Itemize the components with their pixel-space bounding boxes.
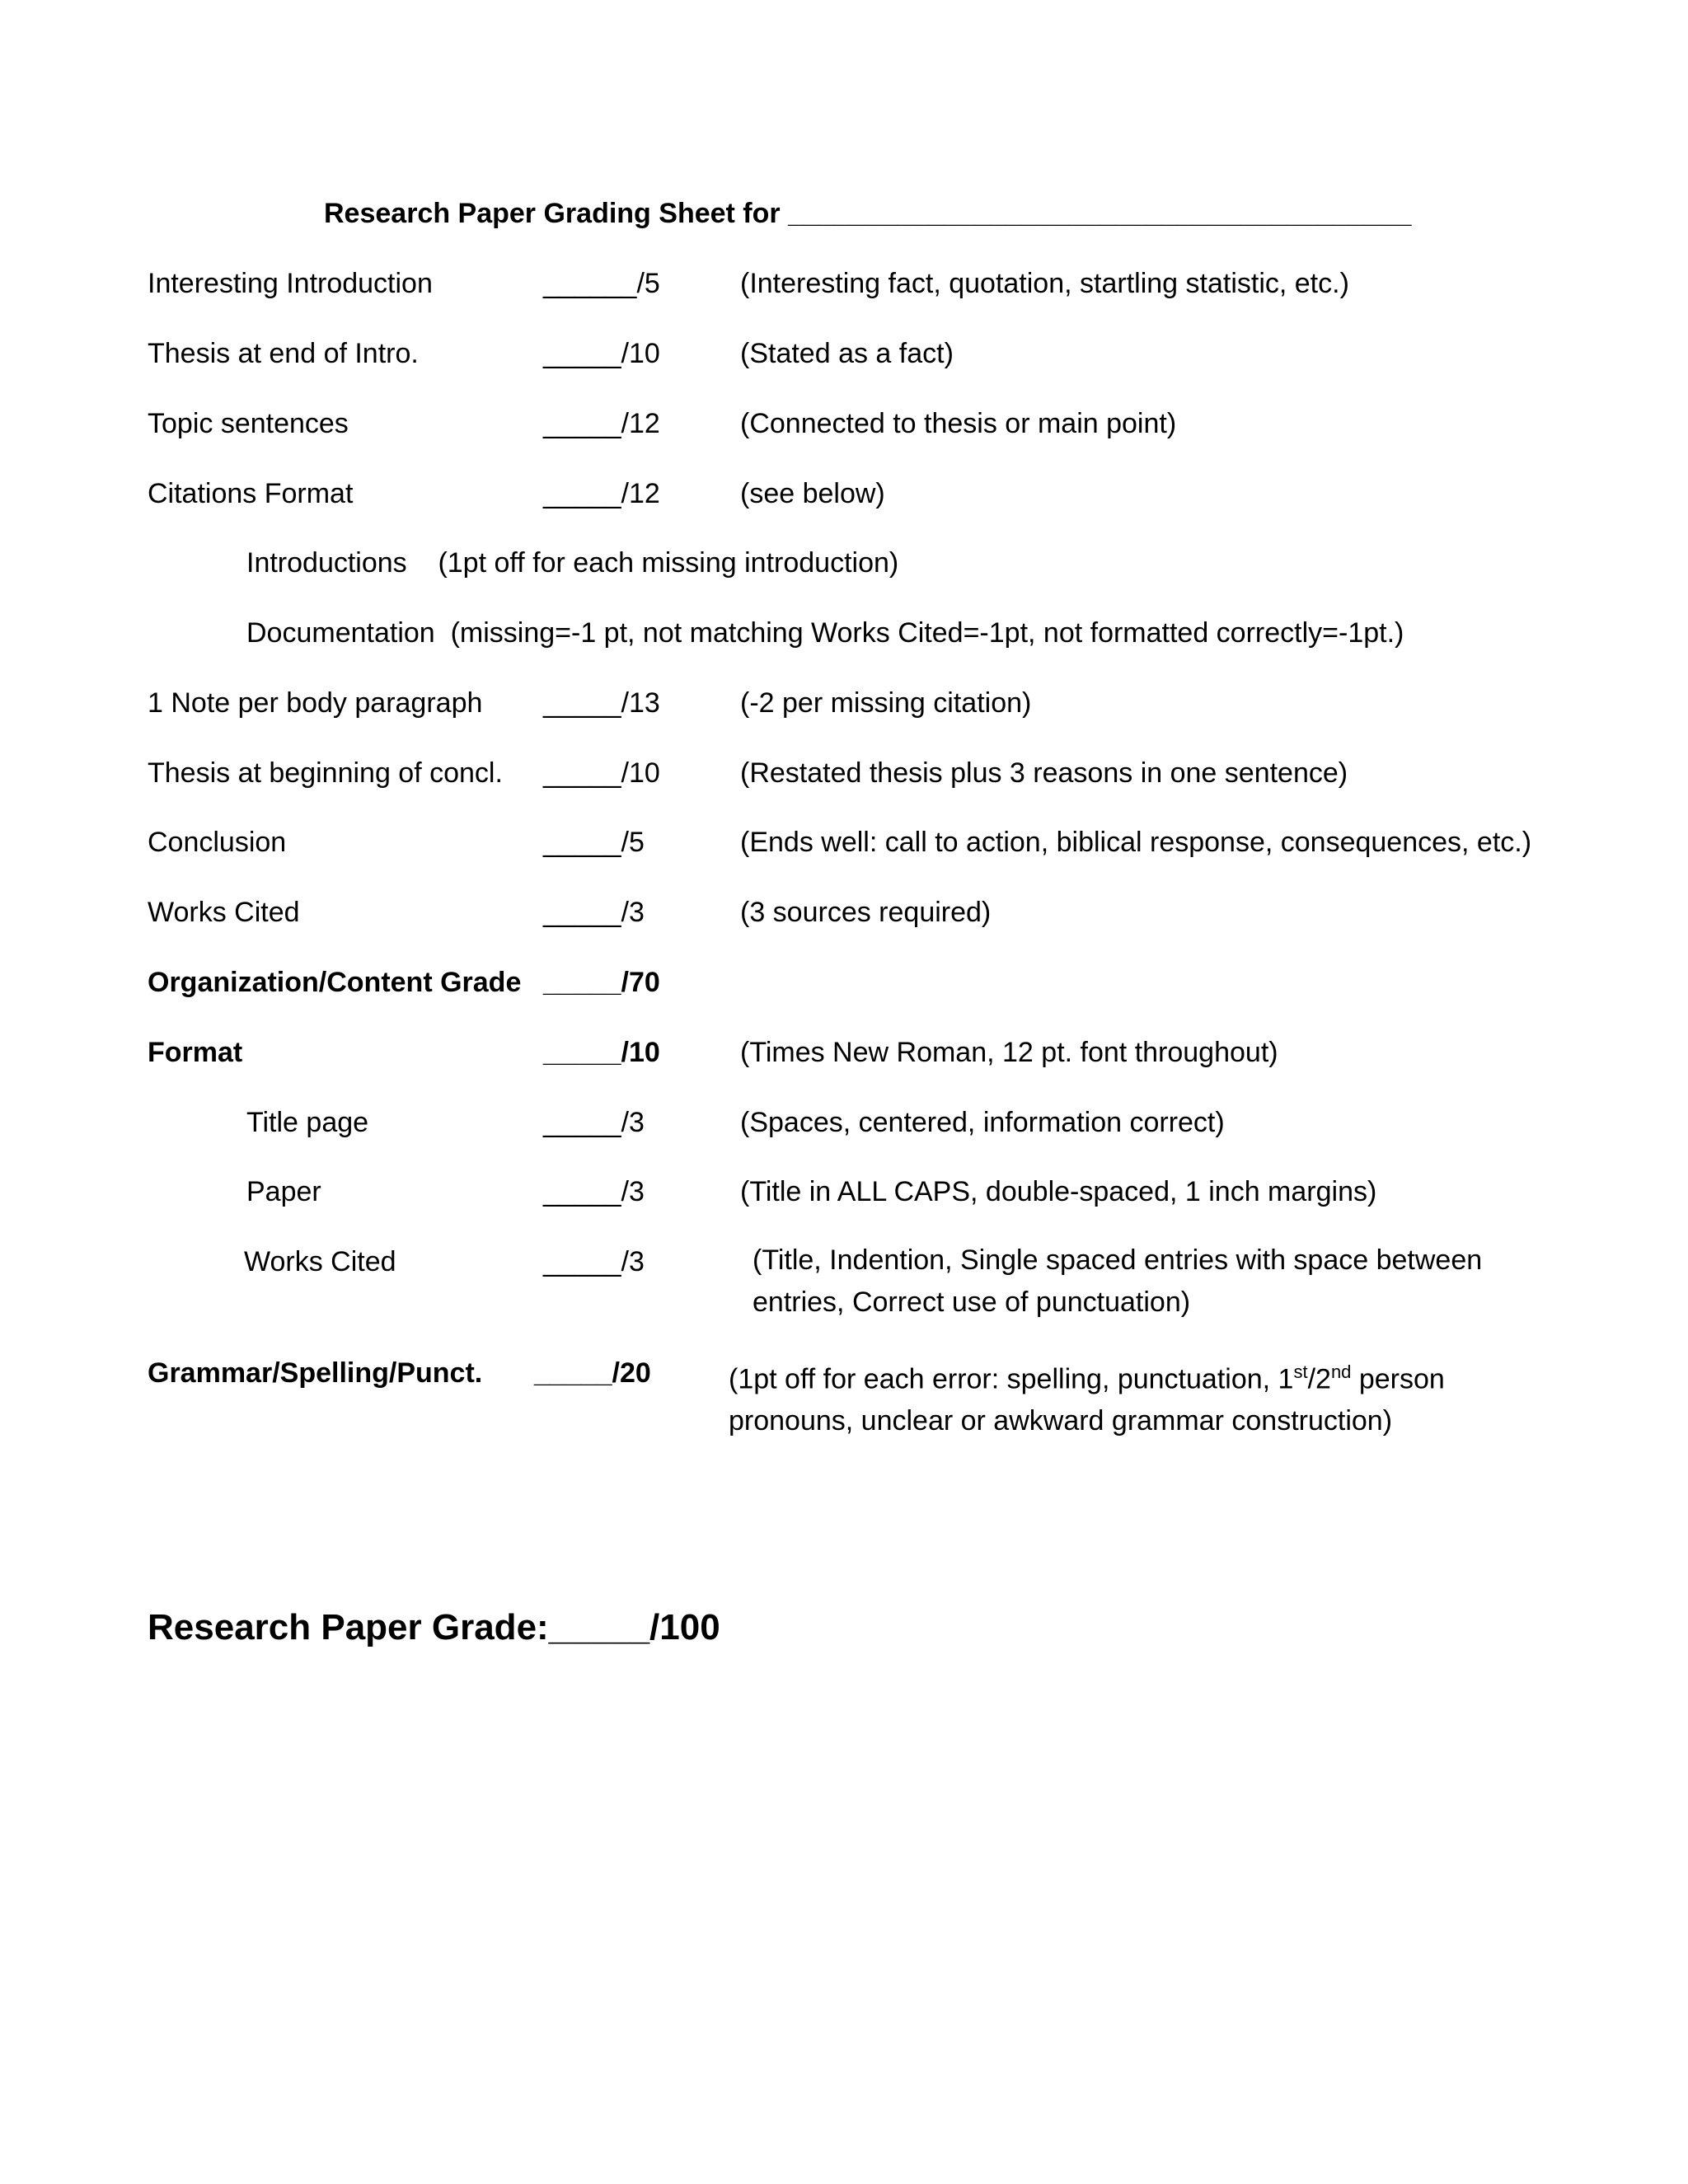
- final-grade: Research Paper Grade:_____/100: [148, 1607, 720, 1647]
- subcriterion-row: [0, 617, 1688, 658]
- grading-row: [0, 1037, 1688, 1078]
- grading-row: [0, 1246, 1688, 1337]
- note-text: (1pt off for each error: spelling, punctuation, 1: [729, 1363, 1294, 1395]
- criterion-label: Conclusion: [148, 827, 287, 858]
- criterion-note: (3 sources required): [740, 897, 992, 928]
- subtotal-label: Organization/Content Grade: [148, 967, 522, 998]
- grading-row: [0, 408, 1688, 449]
- score-blank: _____/3: [543, 1246, 645, 1277]
- criterion-note: (Title, Indention, Single spaced entries with space between entries, Correct use of punctuation): [753, 1244, 1483, 1318]
- score-blank: _____/13: [543, 687, 660, 719]
- score-blank: _____/3: [543, 1176, 645, 1207]
- criterion-note: (Interesting fact, quotation, startling statistic, etc.): [740, 268, 1349, 299]
- note-text: person pronouns, unclear or awkward grammar construction): [729, 1363, 1445, 1437]
- criterion-note: (Times New Roman, 12 pt. font throughout): [740, 1037, 1278, 1068]
- subcriterion-text: Documentation (missing=-1 pt, not matching Works Cited=-1pt, not formatted correctly=-1pt.): [246, 617, 1404, 649]
- criterion-note: (Restated thesis plus 3 reasons in one sentence): [740, 757, 1348, 789]
- score-blank: ______/5: [543, 268, 660, 299]
- score-blank: _____/20: [534, 1357, 651, 1389]
- criterion-label: Works Cited: [244, 1246, 396, 1277]
- criterion-note: (Stated as a fact): [740, 338, 954, 369]
- score-blank: _____/12: [543, 408, 660, 439]
- score-blank: _____/10: [543, 1037, 660, 1068]
- grading-row: [0, 687, 1688, 729]
- score-blank: _____/3: [543, 1107, 645, 1138]
- criterion-note: (Title in ALL CAPS, double-spaced, 1 inch margins): [740, 1176, 1377, 1207]
- criterion-label: Thesis at beginning of concl.: [148, 757, 503, 789]
- subcriterion-row: [0, 547, 1688, 588]
- page-title: Research Paper Grading Sheet for ________________________________________: [324, 198, 1412, 229]
- grading-row: [0, 1107, 1688, 1148]
- grading-row: [0, 897, 1688, 938]
- score-blank: _____/3: [543, 897, 645, 928]
- criterion-note: (Ends well: call to action, biblical response, consequences, etc.): [740, 827, 1532, 858]
- grading-row: [0, 268, 1688, 309]
- ordinal-suffix: nd: [1330, 1361, 1352, 1382]
- grading-row: [0, 338, 1688, 379]
- criterion-note: (see below): [740, 478, 885, 509]
- criterion-label: Format: [148, 1037, 243, 1068]
- score-blank: _____/12: [543, 478, 660, 509]
- criterion-note: (Connected to thesis or main point): [740, 408, 1177, 439]
- criterion-note: (Spaces, centered, information correct): [740, 1107, 1225, 1138]
- criterion-label: Thesis at end of Intro.: [148, 338, 419, 369]
- ordinal-suffix: st: [1293, 1361, 1308, 1382]
- grading-row: [0, 827, 1688, 868]
- subtotal-row: [0, 967, 1688, 1008]
- subcriterion-text: Introductions (1pt off for each missing introduction): [246, 547, 899, 579]
- criterion-label: Interesting Introduction: [148, 268, 433, 299]
- score-blank: _____/10: [543, 338, 660, 369]
- criterion-note: [729, 1351, 1553, 1442]
- grading-row: [0, 1176, 1688, 1217]
- criterion-label: Topic sentences: [148, 408, 349, 439]
- criterion-label: Grammar/Spelling/Punct.: [148, 1357, 483, 1389]
- criterion-label: Paper: [246, 1176, 321, 1207]
- criterion-label: 1 Note per body paragraph: [148, 687, 483, 719]
- score-blank: _____/10: [543, 757, 660, 789]
- criterion-note: (-2 per missing citation): [740, 687, 1032, 719]
- criterion-label: Works Cited: [148, 897, 300, 928]
- criterion-label: Citations Format: [148, 478, 354, 509]
- criterion-label: Title page: [246, 1107, 369, 1138]
- grading-row: [0, 757, 1688, 799]
- score-blank: _____/5: [543, 827, 645, 858]
- grading-row: [0, 1357, 1688, 1448]
- grading-row: [0, 478, 1688, 519]
- score-blank: _____/70: [543, 967, 660, 998]
- note-text: /2: [1307, 1363, 1331, 1395]
